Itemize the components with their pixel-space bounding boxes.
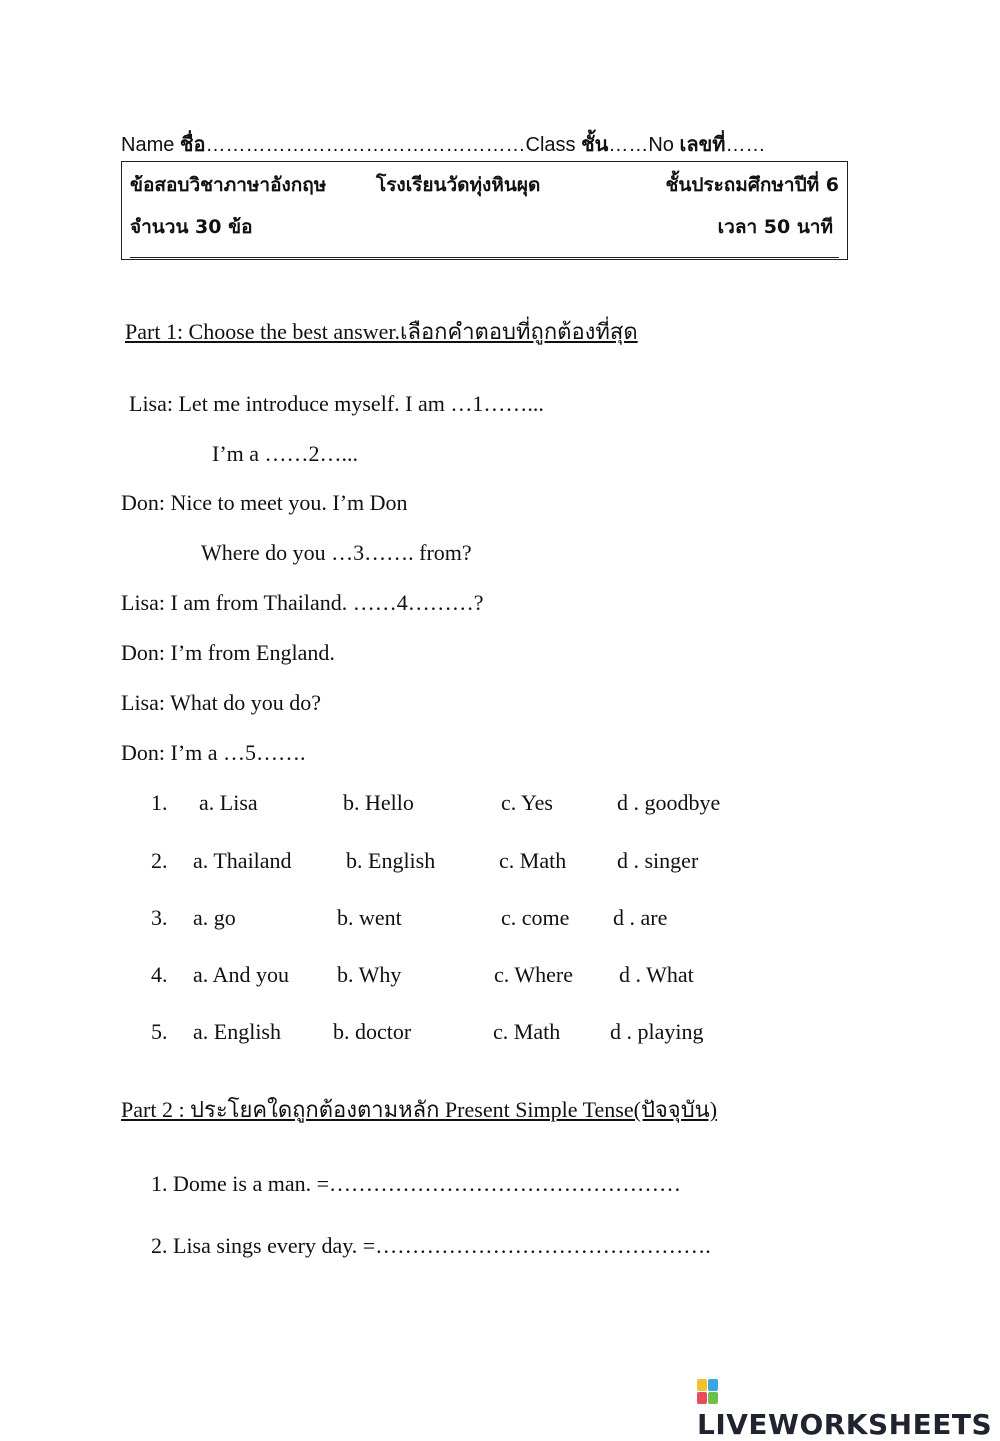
dialogue-line: Lisa: I am from Thailand. ……4………? <box>121 590 484 615</box>
option-b[interactable]: b. Why <box>337 962 402 987</box>
question-number: 5. <box>151 1019 168 1044</box>
part2-item-2[interactable]: 2. Lisa sings every day. =………………………………………. <box>151 1233 711 1258</box>
logo-square-3 <box>697 1392 707 1404</box>
option-c[interactable]: c. Where <box>494 962 573 987</box>
dialogue-line: Lisa: What do you do? <box>121 690 321 715</box>
exam-info-box <box>121 161 848 260</box>
grade-level: ชั้นประถมศึกษาปีที่ 6 <box>665 174 839 196</box>
name-label: Name <box>121 134 175 156</box>
logo-square-1 <box>697 1379 707 1391</box>
question-number: 3. <box>151 905 168 930</box>
question-count: จำนวน 30 ข้อ <box>130 216 253 238</box>
class-blank[interactable]: …… <box>608 134 649 156</box>
name-blank[interactable]: ………………………………………… <box>205 134 526 156</box>
option-c[interactable]: c. Yes <box>501 790 553 815</box>
dialogue-line: Don: I’m from England. <box>121 640 335 665</box>
name-thai-label: ชื่อ <box>179 132 206 156</box>
school-name: โรงเรียนวัดทุ่งหินผุด <box>376 174 541 196</box>
option-a[interactable]: a. And you <box>193 962 289 987</box>
question-number: 2. <box>151 848 168 873</box>
exam-time: เวลา 50 นาที <box>717 216 833 238</box>
logo-text: LIVEWORKSHEETS <box>697 1408 993 1441</box>
part2-item-1[interactable]: 1. Dome is a man. =………………………………………… <box>151 1171 681 1196</box>
box-divider <box>130 257 839 258</box>
class-thai-label: ชั้น <box>581 132 609 156</box>
part1-title: Part 1: Choose the best answer.เลือกคำตอบที่ถูกต้องที่สุด <box>125 319 638 344</box>
no-thai-label: เลขที่ <box>679 132 726 156</box>
option-d[interactable]: d . goodbye <box>617 790 721 815</box>
exam-subject: ข้อสอบวิชาภาษาอังกฤษ <box>130 174 327 196</box>
logo-square-2 <box>708 1379 718 1391</box>
option-c[interactable]: c. come <box>501 905 570 930</box>
option-a[interactable]: a. go <box>193 905 236 930</box>
class-label: Class <box>525 134 576 156</box>
option-d[interactable]: d . singer <box>617 848 699 873</box>
dialogue-line: Don: I’m a …5……. <box>121 740 306 765</box>
option-d[interactable]: d . playing <box>610 1019 704 1044</box>
option-a[interactable]: a. Thailand <box>193 848 292 873</box>
part2-title: Part 2 : ประโยคใดถูกต้องตามหลัก Present Simple Tense(ปัจจุบัน) <box>121 1097 718 1122</box>
option-c[interactable]: c. Math <box>499 848 567 873</box>
logo-icon <box>697 1379 719 1405</box>
liveworksheets-logo <box>697 1375 1000 1441</box>
option-b[interactable]: b. English <box>346 848 436 873</box>
option-a[interactable]: a. English <box>193 1019 281 1044</box>
dialogue-line: Don: Nice to meet you. I’m Don <box>121 490 408 515</box>
question-number: 4. <box>151 962 168 987</box>
logo-square-4 <box>708 1392 718 1404</box>
dialogue-line: Where do you …3……. from? <box>201 540 472 565</box>
dialogue-line: I’m a ……2…... <box>212 441 359 466</box>
student-info-line <box>121 128 765 160</box>
question-number: 1. <box>151 790 168 815</box>
option-c[interactable]: c. Math <box>493 1019 561 1044</box>
dialogue-line: Lisa: Let me introduce myself. I am …1……... <box>129 391 544 416</box>
no-label: No <box>648 134 674 156</box>
option-b[interactable]: b. went <box>337 905 402 930</box>
option-d[interactable]: d . are <box>613 905 668 930</box>
no-blank[interactable]: …… <box>725 134 766 156</box>
option-b[interactable]: b. Hello <box>343 790 414 815</box>
option-a[interactable]: a. Lisa <box>199 790 258 815</box>
option-b[interactable]: b. doctor <box>333 1019 412 1044</box>
option-d[interactable]: d . What <box>619 962 694 987</box>
